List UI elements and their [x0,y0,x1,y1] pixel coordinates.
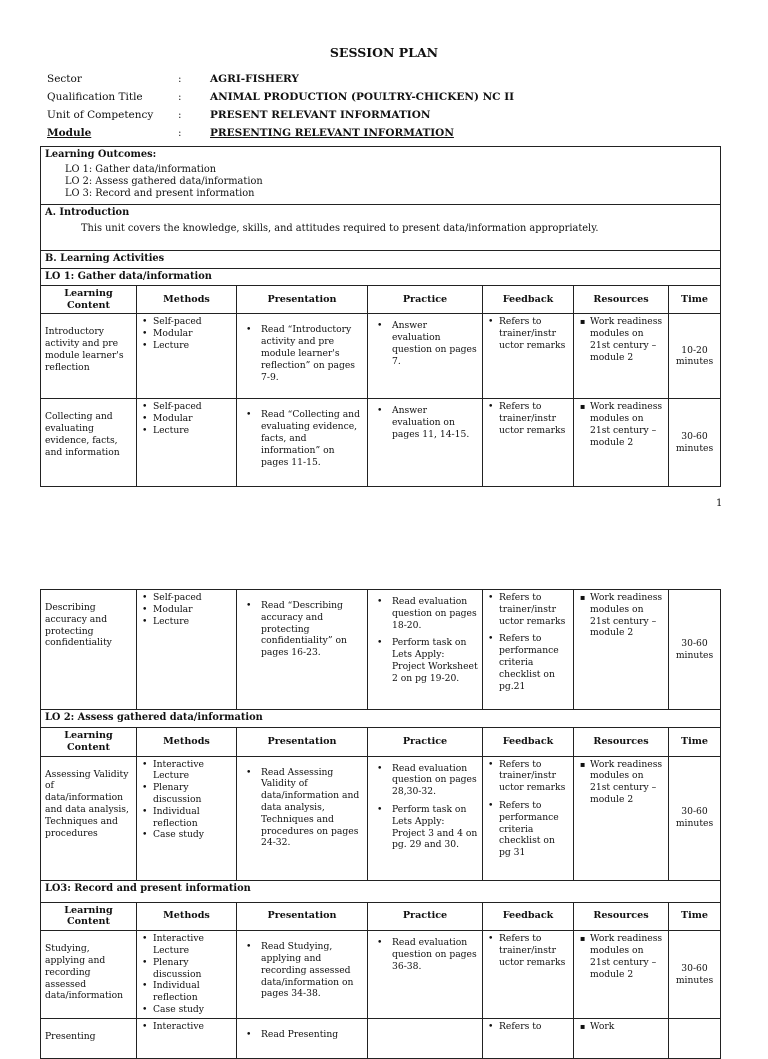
practice-item: • Read evaluation question on pages 28,30-32. [392,763,478,798]
info-label: Module [47,127,92,139]
presentation-item: • Read Presenting [261,1029,363,1041]
practice-item-list [372,763,478,852]
method-item: • Lecture [151,616,232,628]
presentation-item: • Read “Collecting and evaluating evidence, facts, and information” on pages 11-15. [261,409,363,468]
methods-cell [137,399,237,487]
practice-cell [368,314,483,399]
resource-item: ▪ Work readiness modules on 21st century – module 2 [590,401,664,448]
learning-outcomes [41,147,721,205]
feedback-item-list [487,401,569,436]
method-item: • Lecture [151,425,232,437]
resources-cell [574,1019,669,1059]
method-item: • Case study [151,829,232,841]
feedback-item: • Refers to performance criteria checklist on pg.21 [497,633,569,692]
resource-item: ▪ Work [590,1021,664,1033]
time-cell: 30-60 minutes [669,931,721,1019]
feedback-cell [483,590,574,710]
learning-activities-heading-row [41,251,721,269]
activity-row [41,314,721,399]
learning-content: Assessing Validity of data/information and data analysis, Techniques and procedures [45,768,129,839]
info-label: Qualification Title [47,91,143,103]
column-header: Resources [574,285,669,314]
presentation-list [241,600,363,659]
info-label: Unit of Competency [47,109,154,121]
method-item: • Case study [151,1004,232,1016]
feedback-item: • Refers to trainer/instr uctor remarks [497,759,569,794]
info-value: AGRI-FISHERY [210,73,299,85]
practice-item-list [372,405,478,440]
method-item: • Modular [151,604,232,616]
feedback-item: • Refers to trainer/instr uctor remarks [497,592,569,627]
column-header-row [41,902,721,931]
document-title: SESSION PLAN [329,45,439,60]
session-plan-table-page-2 [40,589,721,1059]
learning-content-cell [41,931,137,1019]
resources-list [578,592,664,639]
learning-activities-heading [41,251,721,269]
feedback-item: • Refers to trainer/instr uctor remarks [497,316,569,351]
learning-content: Introductory activity and pre module learner's reflection [45,326,124,373]
lo1-heading [41,269,721,286]
method-item: • Individual reflection [151,980,232,1004]
column-header: Practice [368,902,483,931]
feedback-cell [483,399,574,487]
practice-item: • Read evaluation question on pages 36-38. [392,937,478,972]
learning-outcome-item: LO 3: Record and present information [65,187,255,199]
method-item: • Plenary discussion [151,957,232,981]
feedback-item-list [487,1021,569,1033]
column-header: Time [669,902,721,931]
resources-cell [574,314,669,399]
introduction-text: This unit covers the knowledge, skills, and attitudes required to present data/information appropriately. [81,222,599,234]
learning-content-cell [41,399,137,487]
column-header: Time [669,285,721,314]
presentation-list [241,409,363,468]
time-cell: 30-60 minutes [669,590,721,710]
learning-content: Describing accuracy and protecting confidentiality [45,602,112,649]
feedback-cell [483,314,574,399]
learning-outcome-item: LO 2: Assess gathered data/information [65,175,263,187]
resource-item: ▪ Work readiness modules on 21st century – module 2 [590,759,664,806]
presentation-cell [237,314,368,399]
column-header: Learning Content [41,285,137,314]
learning-content-cell [41,1019,137,1059]
activity-row [41,931,721,1019]
presentation-list [241,324,363,383]
learning-activities-heading-text: B. Learning Activities [45,253,165,264]
column-header: Resources [574,902,669,931]
resources-cell [574,756,669,880]
feedback-item-list [487,933,569,968]
info-label: Sector [47,73,82,85]
method-item-list [141,933,232,1016]
resources-list [578,759,664,806]
column-header: Practice [368,285,483,314]
method-item-list [141,401,232,436]
feedback-item: • Refers to performance criteria checklist on pg 31 [497,800,569,859]
lo1-heading-text: LO 1: Gather data/information [45,271,212,282]
practice-item-list [372,596,478,685]
presentation-list [241,767,363,850]
column-header: Learning Content [41,902,137,931]
method-item: • Self-paced [151,401,232,413]
presentation-cell [237,590,368,710]
method-item-list [141,592,232,627]
methods-cell [137,1019,237,1059]
column-header: Feedback [483,285,574,314]
info-separator: : [178,91,182,103]
column-header: Practice [368,728,483,757]
lo3-heading [41,880,721,902]
resources-list [578,933,664,980]
column-header: Presentation [237,285,368,314]
practice-cell [368,590,483,710]
presentation-cell [237,399,368,487]
methods-cell [137,756,237,880]
method-item: • Plenary discussion [151,782,232,806]
learning-content: Collecting and evaluating evidence, facts, and information [45,411,120,458]
time-cell: 30-60 minutes [669,756,721,880]
column-header: Methods [137,902,237,931]
learning-content-cell [41,590,137,710]
practice-item: • Perform task on Lets Apply: Project 3 and 4 on pg. 29 and 30. [392,804,478,851]
methods-cell [137,931,237,1019]
method-item: • Lecture [151,340,232,352]
column-header: Learning Content [41,728,137,757]
column-header-row [41,285,721,314]
introduction-row [41,205,721,251]
page-number: 1 [716,498,723,509]
method-item: • Self-paced [151,316,232,328]
practice-item-list [372,320,478,367]
method-item: • Interactive Lecture [151,933,232,957]
learning-outcomes-row [41,147,721,205]
feedback-cell [483,756,574,880]
info-value: PRESENT RELEVANT INFORMATION [210,109,431,121]
activity-row [41,1019,721,1059]
time-cell: 10-20 minutes [669,314,721,399]
presentation-item: • Read “Introductory activity and pre module learner's reflection” on pages 7-9. [261,324,363,383]
column-header: Presentation [237,728,368,757]
learning-outcome-item: LO 1: Gather data/information [65,163,217,175]
presentation-item: • Read Studying, applying and recording assessed data/information on pages 34-38. [261,941,363,1000]
practice-item-list [372,937,478,972]
feedback-item: • Refers to trainer/instr uctor remarks [497,401,569,436]
feedback-item-list [487,759,569,859]
learning-outcomes-list [65,164,716,200]
info-value: PRESENTING RELEVANT INFORMATION [210,127,454,139]
lo3-heading-row [41,880,721,902]
column-header: Methods [137,728,237,757]
method-item-list [141,316,232,351]
info-separator: : [178,127,182,139]
resources-list [578,316,664,363]
column-header: Feedback [483,902,574,931]
resource-item: ▪ Work readiness modules on 21st century – module 2 [590,933,664,980]
column-header: Time [669,728,721,757]
lo2-heading-text: LO 2: Assess gathered data/information [45,712,263,723]
introduction-heading: A. Introduction [45,207,130,218]
resource-item: ▪ Work readiness modules on 21st century – module 2 [590,316,664,363]
session-plan-table-page-1 [40,146,721,487]
lo3-heading-text: LO3: Record and present information [45,882,251,894]
method-item-list [141,1021,232,1033]
feedback-item: • Refers to [497,1021,569,1033]
learning-outcomes-heading: Learning Outcomes: [45,149,157,160]
method-item: • Interactive [151,1021,232,1033]
resources-cell [574,931,669,1019]
info-separator: : [178,109,182,121]
feedback-cell [483,931,574,1019]
method-item: • Individual reflection [151,806,232,830]
introduction [41,205,721,251]
presentation-item: • Read “Describing accuracy and protecting confidentiality” on pages 16-23. [261,600,363,659]
method-item-list [141,759,232,842]
presentation-cell [237,1019,368,1059]
learning-content-cell [41,314,137,399]
resources-list [578,401,664,448]
feedback-cell [483,1019,574,1059]
time-cell: 30-60 minutes [669,399,721,487]
presentation-list [241,1029,363,1041]
activity-row [41,756,721,880]
activity-row [41,590,721,710]
presentation-item: • Read Assessing Validity of data/information and data analysis, Techniques and procedures on pages 24-32. [261,767,363,850]
lo1-heading-row [41,269,721,286]
column-header: Methods [137,285,237,314]
method-item: • Modular [151,413,232,425]
practice-cell [368,399,483,487]
practice-item: • Answer evaluation on pages 11, 14-15. [392,405,478,440]
practice-item: • Read evaluation question on pages 18-20. [392,596,478,631]
method-item: • Modular [151,328,232,340]
resource-item: ▪ Work readiness modules on 21st century – module 2 [590,592,664,639]
lo2-heading-row [41,710,721,728]
column-header: Resources [574,728,669,757]
resources-list [578,1021,664,1033]
practice-cell [368,1019,483,1059]
resources-cell [574,399,669,487]
column-header: Feedback [483,728,574,757]
learning-content: Studying, applying and recording assessed data/information [45,943,124,1002]
methods-cell [137,590,237,710]
info-separator: : [178,73,182,85]
column-header: Presentation [237,902,368,931]
practice-item: • Answer evaluation question on pages 7. [392,320,478,367]
practice-cell [368,931,483,1019]
presentation-list [241,941,363,1000]
activity-row [41,399,721,487]
time-cell [669,1019,721,1059]
method-item: • Self-paced [151,592,232,604]
methods-cell [137,314,237,399]
feedback-item-list [487,316,569,351]
feedback-item: • Refers to trainer/instr uctor remarks [497,933,569,968]
presentation-cell [237,931,368,1019]
presentation-cell [237,756,368,880]
lo2-heading [41,710,721,728]
practice-cell [368,756,483,880]
learning-content: Presenting [45,1031,96,1043]
feedback-item-list [487,592,569,692]
info-value: ANIMAL PRODUCTION (POULTRY-CHICKEN) NC II [210,91,515,103]
method-item: • Interactive Lecture [151,759,232,783]
learning-content-cell [41,756,137,880]
practice-item: • Perform task on Lets Apply: Project Worksheet 2 on pg 19-20. [392,637,478,684]
resources-cell [574,590,669,710]
column-header-row [41,728,721,757]
